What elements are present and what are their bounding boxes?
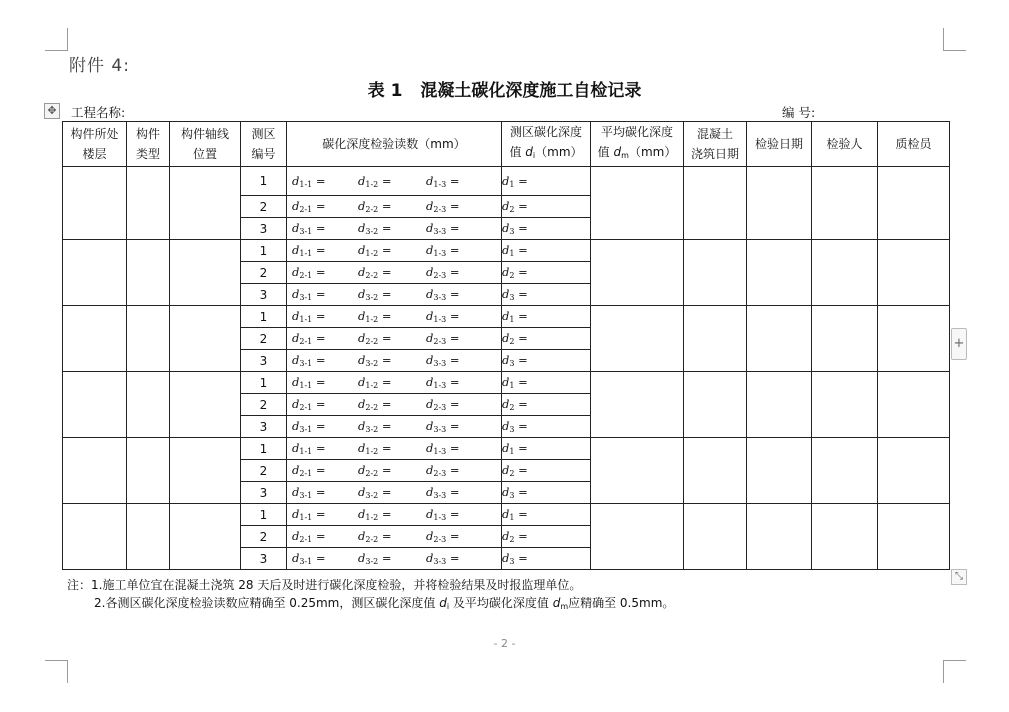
cell-zone-depth[interactable]: $d_1$ = <box>502 438 591 460</box>
record-table <box>62 121 950 570</box>
cell-zone-no: 1 <box>241 438 287 460</box>
header-check-date: 检验日期 <box>747 122 812 167</box>
notes <box>67 576 674 616</box>
cell-check-date[interactable] <box>747 167 812 240</box>
cell-inspector[interactable] <box>812 372 878 438</box>
cell-pour-date[interactable] <box>684 167 747 240</box>
table-row <box>63 504 950 526</box>
cell-axis[interactable] <box>170 438 241 504</box>
cell-pour-date[interactable] <box>684 504 747 570</box>
header-qc: 质检员 <box>878 122 950 167</box>
margin-corner-top-right <box>943 28 966 51</box>
add-column-icon[interactable]: + <box>951 328 967 360</box>
cell-qc[interactable] <box>878 372 950 438</box>
cell-check-date[interactable] <box>747 372 812 438</box>
record-number-label: 编 号: <box>782 105 816 120</box>
cell-inspector[interactable] <box>812 438 878 504</box>
header-floor: 构件所处 楼层 <box>63 122 127 167</box>
table-number: 表 1 <box>367 81 403 101</box>
cell-floor[interactable] <box>63 504 127 570</box>
cell-zone-depth[interactable]: $d_3$ = <box>502 482 591 504</box>
cell-axis[interactable] <box>170 306 241 372</box>
cell-pour-date[interactable] <box>684 306 747 372</box>
cell-zone-depth[interactable]: $d_2$ = <box>502 262 591 284</box>
cell-zone-depth[interactable]: $d_3$ = <box>502 548 591 570</box>
cell-readings[interactable]: $d_{2-1} = d_{2-2} = d_{2-3}$ = <box>287 394 502 416</box>
cell-check-date[interactable] <box>747 306 812 372</box>
cell-floor[interactable] <box>63 438 127 504</box>
cell-inspector[interactable] <box>812 504 878 570</box>
cell-readings[interactable]: $d_{2-1} = d_{2-2} = d_{2-3}$ = <box>287 262 502 284</box>
note-2: 2.各测区碳化深度检验读数应精确至 0.25mm，测区碳化深度值 $d_i$ 及平均碳化深度值 $d_m$应精确至 0.5mm。 <box>94 596 675 611</box>
cell-zone-depth[interactable]: $d_1$ = <box>502 306 591 328</box>
cell-floor[interactable] <box>63 240 127 306</box>
cell-zone-no: 2 <box>241 196 287 218</box>
cell-type[interactable] <box>127 372 170 438</box>
cell-zone-no: 1 <box>241 167 287 196</box>
cell-zone-no: 3 <box>241 218 287 240</box>
cell-floor[interactable] <box>63 372 127 438</box>
cell-zone-no: 2 <box>241 262 287 284</box>
cell-readings[interactable]: $d_{1-1} = d_{1-2} = d_{1-3}$ = <box>287 167 502 196</box>
header-axis: 构件轴线 位置 <box>170 122 241 167</box>
cell-floor[interactable] <box>63 167 127 240</box>
cell-type[interactable] <box>127 306 170 372</box>
cell-zone-depth[interactable]: $d_1$ = <box>502 167 591 196</box>
table-move-icon[interactable]: ✥ <box>44 103 60 119</box>
cell-zone-no: 1 <box>241 372 287 394</box>
margin-corner-bottom-right <box>943 660 966 683</box>
cell-readings[interactable]: $d_{2-1} = d_{2-2} = d_{2-3}$ = <box>287 196 502 218</box>
cell-zone-depth[interactable]: $d_1$ = <box>502 504 591 526</box>
cell-qc[interactable] <box>878 240 950 306</box>
table-row <box>63 438 950 460</box>
cell-zone-no: 3 <box>241 350 287 372</box>
table-resize-icon[interactable]: ⤡ <box>951 569 967 585</box>
cell-type[interactable] <box>127 504 170 570</box>
cell-readings[interactable]: $d_{3-1} = d_{3-2} = d_{3-3}$ = <box>287 350 502 372</box>
table-row <box>63 306 950 328</box>
cell-zone-depth[interactable]: $d_2$ = <box>502 394 591 416</box>
cell-readings[interactable]: $d_{1-1} = d_{1-2} = d_{1-3}$ = <box>287 372 502 394</box>
header-readings: 碳化深度检验读数（mm） <box>287 122 502 167</box>
cell-check-date[interactable] <box>747 240 812 306</box>
cell-zone-no: 3 <box>241 416 287 438</box>
cell-avg-depth[interactable] <box>591 240 684 306</box>
project-name-label: 工程名称: <box>71 105 126 120</box>
cell-zone-no: 1 <box>241 504 287 526</box>
cell-qc[interactable] <box>878 167 950 240</box>
cell-zone-no: 3 <box>241 284 287 306</box>
cell-zone-depth[interactable]: $d_3$ = <box>502 416 591 438</box>
document-title <box>0 76 1009 101</box>
table-row <box>63 372 950 394</box>
cell-zone-depth[interactable]: $d_2$ = <box>502 196 591 218</box>
cell-floor[interactable] <box>63 306 127 372</box>
cell-readings[interactable]: $d_{3-1} = d_{3-2} = d_{3-3}$ = <box>287 416 502 438</box>
cell-zone-no: 2 <box>241 328 287 350</box>
cell-axis[interactable] <box>170 240 241 306</box>
cell-check-date[interactable] <box>747 438 812 504</box>
cell-zone-no: 1 <box>241 240 287 262</box>
cell-avg-depth[interactable] <box>591 372 684 438</box>
cell-zone-no: 2 <box>241 394 287 416</box>
cell-readings[interactable]: $d_{1-1} = d_{1-2} = d_{1-3}$ = <box>287 504 502 526</box>
cell-check-date[interactable] <box>747 504 812 570</box>
cell-zone-depth[interactable]: $d_2$ = <box>502 526 591 548</box>
cell-avg-depth[interactable] <box>591 167 684 240</box>
cell-type[interactable] <box>127 167 170 240</box>
cell-zone-depth[interactable]: $d_2$ = <box>502 460 591 482</box>
header-inspector: 检验人 <box>812 122 878 167</box>
cell-readings[interactable]: $d_{1-1} = d_{1-2} = d_{1-3}$ = <box>287 306 502 328</box>
cell-inspector[interactable] <box>812 167 878 240</box>
header-zone-depth: 测区碳化深度 值 $d_i(mm)$ <box>502 122 591 167</box>
cell-zone-depth[interactable]: $d_1$ = <box>502 372 591 394</box>
cell-zone-depth[interactable]: $d_3$ = <box>502 284 591 306</box>
cell-avg-depth[interactable] <box>591 306 684 372</box>
cell-zone-no: 3 <box>241 548 287 570</box>
cell-inspector[interactable] <box>812 306 878 372</box>
page-number: - 2 - <box>493 637 516 650</box>
cell-axis[interactable] <box>170 167 241 240</box>
cell-pour-date[interactable] <box>684 240 747 306</box>
header-avg-depth: 平均碳化深度 值 $d_m(mm)$ <box>591 122 684 167</box>
cell-axis[interactable] <box>170 372 241 438</box>
cell-avg-depth[interactable] <box>591 504 684 570</box>
table-name: 混凝土碳化深度施工自检记录 <box>420 81 642 101</box>
cell-zone-depth[interactable]: $d_3$ = <box>502 218 591 240</box>
cell-zone-no: 1 <box>241 306 287 328</box>
table-row <box>63 240 950 262</box>
cell-readings[interactable]: $d_{2-1} = d_{2-2} = d_{2-3}$ = <box>287 526 502 548</box>
cell-readings[interactable]: $d_{3-1} = d_{3-2} = d_{3-3}$ = <box>287 548 502 570</box>
table-header-row <box>63 122 950 167</box>
cell-zone-no: 2 <box>241 460 287 482</box>
cell-type[interactable] <box>127 240 170 306</box>
cell-type[interactable] <box>127 438 170 504</box>
cell-zone-depth[interactable]: $d_3$ = <box>502 350 591 372</box>
cell-readings[interactable]: $d_{2-1} = d_{2-2} = d_{2-3}$ = <box>287 460 502 482</box>
cell-readings[interactable]: $d_{3-1} = d_{3-2} = d_{3-3}$ = <box>287 284 502 306</box>
margin-corner-top-left <box>45 28 68 51</box>
cell-readings[interactable]: $d_{1-1} = d_{1-2} = d_{1-3}$ = <box>287 240 502 262</box>
cell-zone-no: 2 <box>241 526 287 548</box>
cell-zone-no: 3 <box>241 482 287 504</box>
table-row <box>63 167 950 196</box>
note-1: 注：1.施工单位宜在混凝土浇筑 28 天后及时进行碳化深度检验，并将检验结果及时报监理单位。 <box>67 578 582 592</box>
cell-qc[interactable] <box>878 438 950 504</box>
cell-readings[interactable]: $d_{3-1} = d_{3-2} = d_{3-3}$ = <box>287 482 502 504</box>
header-pour-date: 混凝土 浇筑日期 <box>684 122 747 167</box>
cell-qc[interactable] <box>878 306 950 372</box>
cell-zone-depth[interactable]: $d_1$ = <box>502 240 591 262</box>
header-zone-no: 测区 编号 <box>241 122 287 167</box>
cell-inspector[interactable] <box>812 240 878 306</box>
cell-zone-depth[interactable]: $d_2$ = <box>502 328 591 350</box>
header-type: 构件 类型 <box>127 122 170 167</box>
attachment-label: 附件 4: <box>69 56 130 76</box>
cell-avg-depth[interactable] <box>591 438 684 504</box>
cell-pour-date[interactable] <box>684 438 747 504</box>
cell-axis[interactable] <box>170 504 241 570</box>
cell-qc[interactable] <box>878 504 950 570</box>
cell-readings[interactable]: $d_{3-1} = d_{3-2} = d_{3-3}$ = <box>287 218 502 240</box>
margin-corner-bottom-left <box>45 660 68 683</box>
cell-readings[interactable]: $d_{1-1} = d_{1-2} = d_{1-3}$ = <box>287 438 502 460</box>
cell-readings[interactable]: $d_{2-1} = d_{2-2} = d_{2-3}$ = <box>287 328 502 350</box>
cell-pour-date[interactable] <box>684 372 747 438</box>
